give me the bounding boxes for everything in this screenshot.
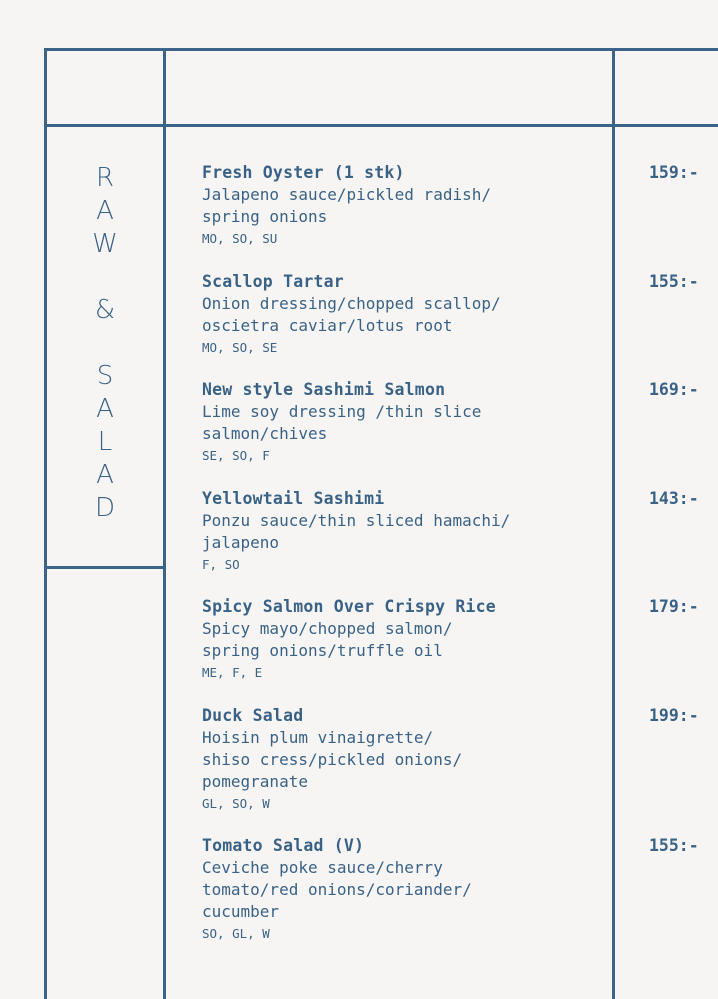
- top-border-line: [44, 48, 718, 51]
- item-description-line: cucumber: [202, 902, 280, 921]
- item-allergens: MO, SO, SE: [202, 340, 278, 355]
- item-name: Tomato Salad (V): [202, 836, 365, 855]
- item-description-line: spring onions: [202, 207, 328, 226]
- section-title-letter: D: [94, 493, 116, 523]
- item-allergens: ME, F, E: [202, 665, 263, 680]
- menu-item-new-style-sashimi-salmon: [202, 379, 612, 467]
- item-description-line: spring onions/truffle oil: [202, 641, 443, 660]
- item-price: 155:-: [649, 272, 699, 291]
- item-description-line: pomegranate: [202, 772, 308, 791]
- item-price: 143:-: [649, 489, 699, 508]
- item-name: Fresh Oyster (1 stk): [202, 163, 405, 182]
- item-price: 169:-: [649, 380, 699, 399]
- item-name: Yellowtail Sashimi: [202, 489, 385, 508]
- section-label-bottom-line: [44, 566, 165, 569]
- section-title-letter: A: [96, 394, 114, 424]
- menu-item-duck-salad: [202, 705, 612, 815]
- menu-item-fresh-oyster: [202, 162, 612, 250]
- item-price: 179:-: [649, 597, 699, 616]
- item-name: Scallop Tartar: [202, 272, 344, 291]
- item-price: 199:-: [649, 706, 699, 725]
- section-title-letter: A: [96, 196, 114, 226]
- menu-item-tomato-salad: [202, 835, 612, 945]
- item-description-line: tomato/red onions/coriander/: [202, 880, 472, 899]
- section-title-letter: S: [96, 361, 114, 391]
- item-description-line: Lime soy dressing /thin slice: [202, 402, 482, 421]
- item-name: New style Sashimi Salmon: [202, 380, 446, 399]
- section-title-letter: &: [94, 295, 116, 325]
- header-divider-line: [44, 124, 718, 127]
- item-description-line: Ponzu sauce/thin sliced hamachi/: [202, 511, 511, 530]
- section-title-letter: L: [97, 427, 113, 457]
- section-title-spacer: [46, 327, 164, 360]
- item-description-line: Hoisin plum vinaigrette/: [202, 728, 434, 747]
- section-title-spacer: [46, 261, 164, 294]
- menu-item-scallop-tartar: [202, 271, 612, 359]
- section-title-letter: R: [95, 163, 115, 193]
- item-price: 155:-: [649, 836, 699, 855]
- section-title-letter: W: [92, 229, 118, 259]
- item-name: Spicy Salmon Over Crispy Rice: [202, 597, 496, 616]
- item-description-line: oscietra caviar/lotus root: [202, 316, 453, 335]
- item-allergens: F, SO: [202, 557, 240, 572]
- item-description-line: Ceviche poke sauce/cherry: [202, 858, 443, 877]
- item-name: Duck Salad: [202, 706, 304, 725]
- item-allergens: GL, SO, W: [202, 796, 270, 811]
- item-description-line: Onion dressing/chopped scallop/: [202, 294, 501, 313]
- item-description-line: salmon/chives: [202, 424, 328, 443]
- item-allergens: SO, GL, W: [202, 926, 270, 941]
- item-price: 159:-: [649, 163, 699, 182]
- section-title-letter: A: [96, 460, 114, 490]
- item-allergens: MO, SO, SU: [202, 231, 278, 246]
- menu-item-yellowtail-sashimi: [202, 488, 612, 576]
- item-description-line: Jalapeno sauce/pickled radish/: [202, 185, 491, 204]
- price-column-divider: [612, 48, 615, 999]
- item-allergens: SE, SO, F: [202, 448, 270, 463]
- item-description-line: shiso cress/pickled onions/: [202, 750, 463, 769]
- item-description-line: jalapeno: [202, 533, 280, 552]
- menu-item-spicy-salmon-crispy-rice: [202, 596, 612, 684]
- section-title: [46, 162, 164, 525]
- item-description-line: Spicy mayo/chopped salmon/: [202, 619, 453, 638]
